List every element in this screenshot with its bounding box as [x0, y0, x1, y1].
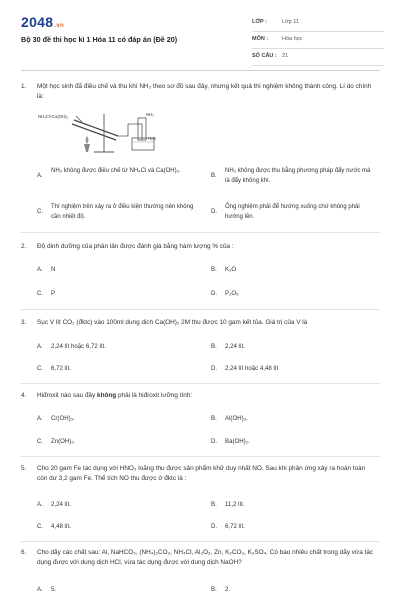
option-text: 4,48 lít. [51, 523, 71, 530]
option-letter: D. [211, 290, 218, 297]
meta-table [252, 15, 384, 66]
option-letter: D. [211, 365, 218, 372]
option-letter: A. [37, 343, 43, 350]
meta-key: MÔN : [252, 36, 269, 42]
question-number: 6. [21, 549, 27, 556]
question-separator [21, 456, 380, 457]
option-letter: D. [211, 209, 217, 215]
question-stem: Cho 20 gam Fe tác dụng với HNO₃ loãng thu được sản phẩm khử duy nhất NO. Sau khi phản ứng xảy ra hoàn toàn còn dư 3,2 gam Fe. Thể tích NO thu được ở đktc là : [37, 465, 366, 482]
stem-text: phải là hiđroxit lưỡng tính: [116, 392, 193, 399]
option-letter: A. [37, 266, 43, 273]
reactant-label: NH₄Cl+Ca(OH)₂ [38, 114, 69, 119]
option-letter: B. [211, 586, 217, 593]
option-text: 2,24 lít hoặc 6,72 lít. [51, 343, 106, 350]
meta-value: Lớp 11 [282, 19, 299, 25]
option-text: Zn(OH)₂. [51, 438, 76, 445]
option-text: Ống nghiệm phải để hướng xuống chứ không phải hướng lên. [225, 204, 360, 220]
stem-text: Hiđroxit nào sau đây [37, 392, 98, 399]
option-letter: B. [211, 266, 217, 273]
meta-value: Hóa học [282, 36, 303, 42]
option-text: N [51, 266, 56, 273]
question-number: 1. [21, 83, 27, 90]
option-text: Ba(OH)₂. [225, 438, 250, 445]
meta-key: SỐ CÂU : [252, 53, 277, 59]
question-number: 4. [21, 392, 27, 399]
site-logo[interactable] [21, 14, 64, 30]
meta-row-count [252, 49, 384, 66]
option-letter: B. [211, 343, 217, 350]
question-stem: Một học sinh đã điều chế và thu khí NH₃ theo sơ đồ sau đây, nhưng kết quả thí nghiệm không thành công. Lí do chính là: [37, 83, 372, 100]
option-text: P₂O₅ [225, 290, 239, 297]
option-text: NH₃ không được thu bằng phương pháp đẩy nước mà là đẩy không khí. [225, 168, 371, 184]
lab-apparatus-diagram [36, 110, 196, 156]
option-letter: C. [37, 365, 44, 372]
option-text: 2,24 lít. [51, 501, 71, 508]
option-text: 2. [225, 586, 231, 593]
question-separator [21, 232, 380, 233]
option-text: 2,24 lít. [225, 343, 245, 350]
meta-row-class [252, 15, 384, 32]
question-separator [21, 309, 380, 310]
option-letter: C. [37, 523, 44, 530]
question-number: 5. [21, 465, 27, 472]
option-text: 6,72 lít. [51, 365, 71, 372]
option-text: Thí nghiệm trên xảy ra ở điều kiện thường nên không cần nhiệt độ. [51, 204, 194, 220]
option-text: P [51, 290, 56, 297]
stem-emphasis: không [97, 392, 117, 399]
question-stem [37, 391, 377, 401]
water-label: H₂O [148, 136, 156, 141]
meta-value: 21 [282, 53, 289, 59]
option-text: 6,72 lít. [225, 523, 245, 530]
question-separator [21, 541, 380, 542]
option-letter: B. [211, 173, 217, 179]
question-separator [21, 383, 380, 384]
option-text: Cr(OH)₃. [51, 415, 75, 422]
option-letter: D. [211, 438, 218, 445]
gas-label: NH₃ [146, 112, 154, 117]
option-letter: A. [37, 501, 43, 508]
option-text: 2,24 lít hoặc 4,48 lít [225, 365, 279, 372]
header-divider [21, 70, 380, 71]
meta-key: LỚP : [252, 19, 267, 25]
option-letter: B. [211, 501, 217, 508]
document-title: Bộ 30 đề thi học kì 1 Hóa 11 có đáp án (Đề 20) [21, 35, 178, 44]
option-letter: C. [37, 209, 43, 215]
option-letter: A. [37, 415, 43, 422]
option-text: Al(OH)₃. [225, 415, 248, 422]
option-text: 11,2 lít. [225, 501, 245, 508]
page-header [0, 0, 400, 62]
option-letter: D. [211, 523, 218, 530]
question-stem: Độ dinh dưỡng của phân lân được đánh giá bằng hàm lượng % của : [37, 243, 234, 250]
option-letter: A. [37, 586, 43, 593]
logo-suffix: .vn [54, 23, 64, 29]
question-stem: Sục V lít CO₂ (đktc) vào 100ml dung dịch Ca(OH)₂ 2M thu được 10 gam kết tủa. Giá trị của V là [37, 319, 308, 326]
option-text: NH₃ không được điều chế từ NH₄Cl và Ca(OH)₂. [51, 168, 181, 174]
question-number: 2. [21, 243, 27, 250]
question-stem: Cho dãy các chất sau: Al, NaHCO₃, (NH₄)₂CO₃, NH₄Cl, Al₂O₃, Zn, K₂CO₃, K₂SO₄. Có bao nhiêu chất trong dãy vừa tác dụng được với dung dịch HCl, vừa tác dụng được với dung dịch NaOH? [37, 549, 374, 566]
question-number: 3. [21, 319, 27, 326]
option-letter: C. [37, 290, 44, 297]
meta-row-subject [252, 32, 384, 49]
option-letter: B. [211, 415, 217, 422]
logo-text: 2048 [21, 14, 54, 30]
option-text: K₂O [225, 266, 237, 273]
option-text: 5. [51, 586, 57, 593]
option-letter: C. [37, 438, 44, 445]
option-letter: A. [37, 173, 43, 179]
